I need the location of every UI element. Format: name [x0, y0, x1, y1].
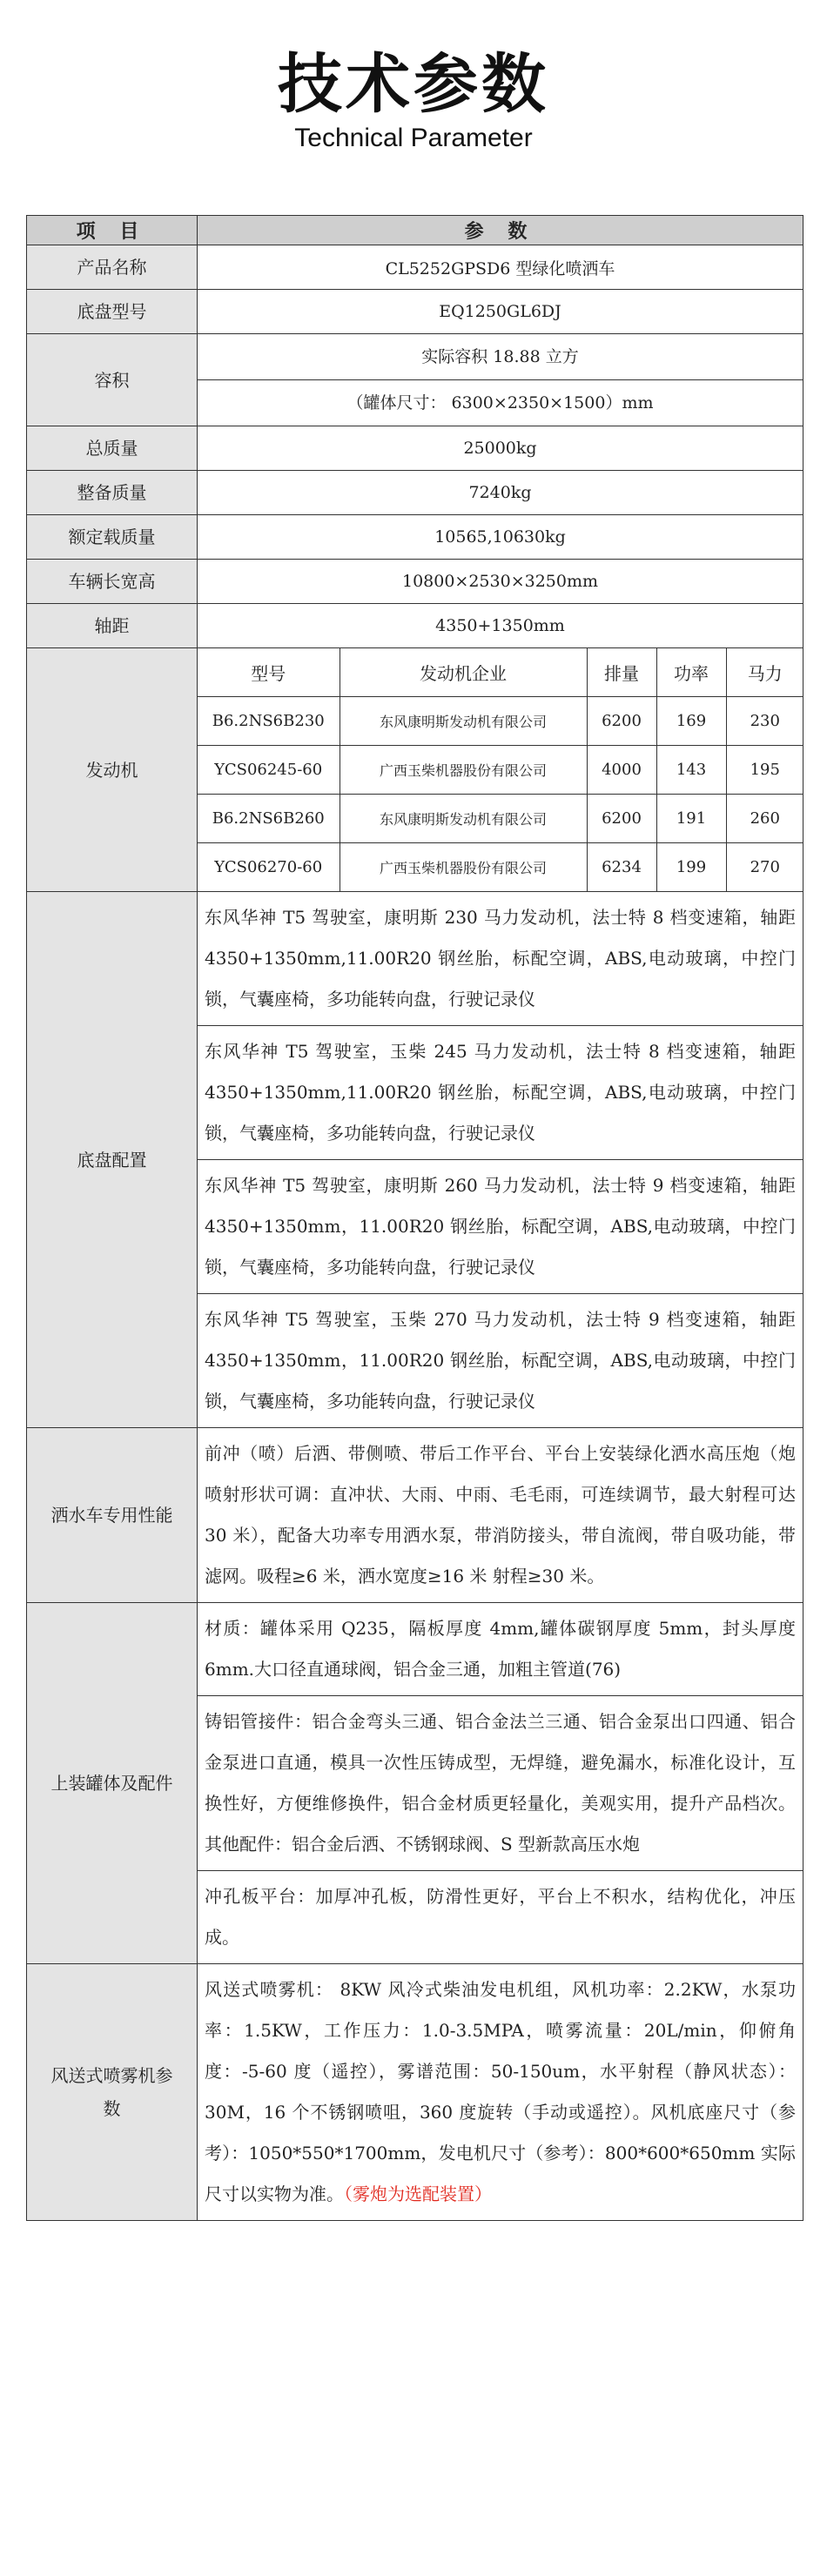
chassis-label: 底盘配置 — [27, 892, 198, 1428]
tank-label: 上装罐体及配件 — [27, 1603, 198, 1964]
row-label: 总质量 — [27, 426, 198, 471]
engine-data-row — [198, 746, 803, 795]
engine-displacement: 6200 — [587, 795, 656, 843]
engine-maker: 广西玉柴机器股份有限公司 — [340, 843, 587, 892]
sprinkler-label: 洒水车专用性能 — [27, 1428, 198, 1603]
table-row — [27, 245, 803, 290]
engine-row — [27, 648, 803, 892]
engine-maker: 东风康明斯发动机有限公司 — [340, 795, 587, 843]
table-header-row — [27, 216, 803, 245]
engine-data-row — [198, 843, 803, 892]
tank-size-value: （罐体尺寸： 6300×2350×1500）mm — [198, 379, 803, 426]
table-row — [27, 604, 803, 648]
engine-header-row — [198, 648, 803, 697]
engine-displacement: 4000 — [587, 746, 656, 795]
engine-data-row — [198, 697, 803, 746]
row-label: 整备质量 — [27, 471, 198, 515]
engine-displacement: 6234 — [587, 843, 656, 892]
sprinkler-text: 前冲（喷）后洒、带侧喷、带后工作平台、平台上安装绿化洒水高压炮（炮喷射形状可调：直冲状、大雨、中雨、毛毛雨，可连续调节，最大射程可达 30 米），配备大功率专用洒水泵，带消防接头，带自流阀，带自吸功能，带滤网。吸程≥6 米，洒水宽度≥16 米 射程≥30 米。 — [198, 1428, 803, 1603]
engine-model: B6.2NS6B230 — [198, 697, 340, 746]
row-value: CL5252GPSD6 型绿化喷洒车 — [198, 245, 803, 290]
spec-table — [26, 215, 803, 2221]
mist-label: 风送式喷雾机参数 — [27, 1964, 198, 2221]
chassis-config-3: 东风华神 T5 驾驶室，康明斯 260 马力发动机，法士特 9 档变速箱，轴距 4350+1350mm，11.00R20 钢丝胎，标配空调，ABS,电动玻璃，中控门锁，气囊座椅，多功能转向盘，行驶记录仪 — [198, 1159, 803, 1293]
table-row — [27, 560, 803, 604]
engine-maker: 东风康明斯发动机有限公司 — [340, 697, 587, 746]
row-label: 车辆长宽高 — [27, 560, 198, 604]
volume-value: 实际容积 18.88 立方 — [421, 347, 579, 366]
row-value: 10565,10630kg — [198, 515, 803, 560]
chassis-config-4: 东风华神 T5 驾驶室，玉柴 270 马力发动机，法士特 9 档变速箱，轴距 4350+1350mm，11.00R20 钢丝胎，标配空调，ABS,电动玻璃，中控门锁，气囊座椅，多功能转向盘，行驶记录仪 — [198, 1293, 803, 1427]
engine-table — [198, 648, 803, 891]
chassis-config-1: 东风华神 T5 驾驶室，康明斯 230 马力发动机，法士特 8 档变速箱，轴距 4350+1350mm,11.00R20 钢丝胎，标配空调，ABS,电动玻璃，中控门锁，气囊座椅，多功能转向盘，行驶记录仪 — [205, 907, 796, 1010]
tank-row — [27, 1603, 803, 1964]
engine-model: B6.2NS6B260 — [198, 795, 340, 843]
page-title: 技术参数 — [278, 47, 549, 122]
row-value: 10800×2530×3250mm — [198, 560, 803, 604]
table-row — [27, 290, 803, 334]
engine-displacement: 6200 — [587, 697, 656, 746]
engine-model: YCS06245-60 — [198, 746, 340, 795]
row-value: 4350+1350mm — [198, 604, 803, 648]
mist-optional-note: （雾炮为选配装置） — [344, 2184, 492, 2204]
engine-hp: 260 — [726, 795, 803, 843]
chassis-config-2: 东风华神 T5 驾驶室，玉柴 245 马力发动机，法士特 8 档变速箱，轴距 4350+1350mm,11.00R20 钢丝胎，标配空调，ABS,电动玻璃，中控门锁，气囊座椅，多功能转向盘，行驶记录仪 — [198, 1025, 803, 1159]
engine-col-displacement: 排量 — [587, 648, 656, 697]
engine-col-maker: 发动机企业 — [340, 648, 587, 697]
engine-hp: 195 — [726, 746, 803, 795]
header-item: 项 目 — [27, 216, 198, 245]
page-subtitle: Technical Parameter — [294, 124, 533, 152]
mist-row — [27, 1964, 803, 2221]
engine-data-row — [198, 795, 803, 843]
table-row — [27, 334, 803, 426]
engine-hp: 270 — [726, 843, 803, 892]
chassis-row — [27, 892, 803, 1428]
tank-material: 材质：罐体采用 Q235，隔板厚度 4mm,罐体碳钢厚度 5mm，封头厚度 6mm.大口径直通球阀，铝合金三通，加粗主管道(76) — [205, 1618, 796, 1680]
mist-text: 风送式喷雾机： 8KW 风冷式柴油发电机组，风机功率：2.2KW，水泵功率：1.5KW，工作压力：1.0-3.5MPA，喷雾流量：20L/min，仰俯角度：-5-60 度（遥控），雾谱范围：50-150um，水平射程（静风状态）： 30M，16 个不锈钢喷咀，360 度旋转（手动或遥控）。风机底座尺寸（参考）：1050*550*1700mm，发电机尺寸（参考）：800*600*650mm 实际尺寸以实物为准。 — [205, 1979, 796, 2204]
tank-fittings: 铸铝管接件：铝合金弯头三通、铝合金法兰三通、铝合金泵出口四通、铝合金泵进口直通，模具一次性压铸成型，无焊缝，避免漏水，标准化设计，互换性好，方便维修换件，铝合金材质更轻量化，美观实用，提升产品档次。其他配件：铝合金后洒、不锈钢球阀、S 型新款高压水炮 — [198, 1695, 803, 1870]
table-row — [27, 515, 803, 560]
engine-power: 143 — [656, 746, 726, 795]
row-value: 25000kg — [198, 426, 803, 471]
engine-power: 169 — [656, 697, 726, 746]
engine-model: YCS06270-60 — [198, 843, 340, 892]
sprinkler-row — [27, 1428, 803, 1603]
header — [0, 0, 827, 209]
row-label: 容积 — [27, 334, 198, 426]
engine-hp: 230 — [726, 697, 803, 746]
engine-power: 191 — [656, 795, 726, 843]
row-value: EQ1250GL6DJ — [198, 290, 803, 334]
engine-power: 199 — [656, 843, 726, 892]
tank-platform: 冲孔板平台：加厚冲孔板，防滑性更好，平台上不积水，结构优化，冲压成。 — [198, 1870, 803, 1963]
table-row — [27, 471, 803, 515]
engine-label: 发动机 — [27, 648, 198, 892]
row-label: 轴距 — [27, 604, 198, 648]
row-label: 底盘型号 — [27, 290, 198, 334]
table-row — [27, 426, 803, 471]
engine-col-power: 功率 — [656, 648, 726, 697]
row-label: 额定载质量 — [27, 515, 198, 560]
header-param: 参 数 — [198, 216, 803, 245]
row-label: 产品名称 — [27, 245, 198, 290]
mist-cell — [198, 1964, 803, 2221]
engine-col-model: 型号 — [198, 648, 340, 697]
engine-maker: 广西玉柴机器股份有限公司 — [340, 746, 587, 795]
engine-col-hp: 马力 — [726, 648, 803, 697]
row-value: 7240kg — [198, 471, 803, 515]
